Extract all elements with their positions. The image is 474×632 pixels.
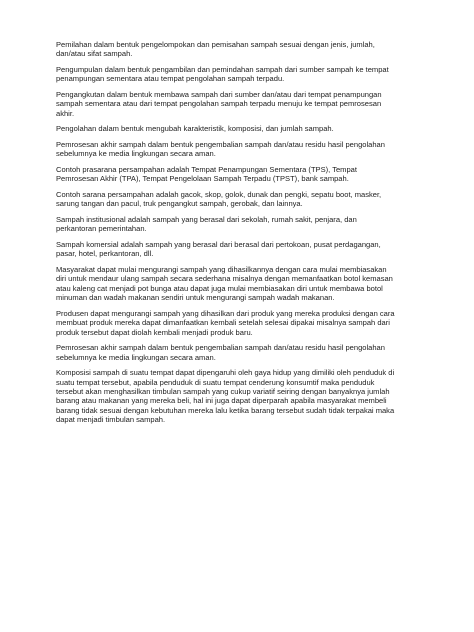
paragraph-pemrosesan-akhir: Pemrosesan akhir sampah dalam bentuk pengembalian sampah dan/atau residu hasil pengolahan sebelumnya ke media lingkungan secara aman. xyxy=(56,140,385,159)
paragraph-contoh-prasarana: Contoh prasarana persampahan adalah Tempat Penampungan Sementara (TPS), Tempat Pemrosesan Akhir (TPA), Tempat Pengelolaan Sampah Terpadu (TPST), bank sampah. xyxy=(56,165,357,184)
paragraph-pemrosesan-akhir-2: Pemrosesan akhir sampah dalam bentuk pengembalian sampah dan/atau residu hasil pengolahan sebelumnya ke media lingkungan secara aman. xyxy=(56,343,385,362)
paragraph-pemilahan: Pemilahan dalam bentuk pengelompokan dan pemisahan sampah sesuai dengan jenis, jumlah, dan/atau sifat sampah. xyxy=(56,40,375,59)
paragraph-contoh-sarana: Contoh sarana persampahan adalah gacok, skop, golok, dunak dan pengki, sepatu boot, masker, sarung tangan dan pacul, truk pengangkut sampah, gerobak, dan lainnya. xyxy=(56,190,382,209)
paragraph-pengangkutan: Pengangkutan dalam bentuk membawa sampah dari sumber dan/atau dari tempat penampungan sampah sementara atau dari tempat pengolahan sampah terpadu menuju ke tempat pemrosesan akhir. xyxy=(56,90,382,118)
paragraph-sampah-institusional: Sampah institusional adalah sampah yang berasal dari sekolah, rumah sakit, penjara, dan perkantoran pemerintahan. xyxy=(56,215,357,234)
document-body xyxy=(56,40,426,431)
paragraph-pengumpulan: Pengumpulan dalam bentuk pengambilan dan pemindahan sampah dari sumber sampah ke tempat penampungan sementara atau tempat pengolahan sampah terpadu. xyxy=(56,65,389,84)
paragraph-komposisi: Komposisi sampah di suatu tempat dapat dipengaruhi oleh gaya hidup yang dimiliki oleh penduduk di suatu tempat tersebut, apabila penduduk di suatu tempat cenderung konsumtif maka penduduk tersebut akan menghasilkan timbulan sampah yang cukup variatif seiring dengan banyaknya jumlah barang atau makanan yang mereka beli, hal ini juga dapat diperparah apabila masyarakat membeli barang tidak sesuai dengan kebutuhan mereka lalu ketika barang tersebut sudah tidak terpakai maka dapat menjadi timbulan sampah. xyxy=(56,368,395,425)
paragraph-produsen: Produsen dapat mengurangi sampah yang dihasilkan dari produk yang mereka produksi dengan cara membuat produk mereka dapat dimanfaatkan kembali setelah selesai dipakai misalnya sampah dari produk tersebut dapat diolah kembali menjadi produk baru. xyxy=(56,308,395,337)
paragraph-sampah-komersial: Sampah komersial adalah sampah yang berasal dari berasal dari pertokoan, pusat perdagangan, pasar, hotel, perkantoran, dll. xyxy=(56,240,381,259)
paragraph-pengolahan: Pengolahan dalam bentuk mengubah karakteristik, komposisi, dan jumlah sampah. xyxy=(56,124,334,134)
paragraph-masyarakat: Masyarakat dapat mulai mengurangi sampah yang dihasilkannya dengan cara mulai membiasakan diri untuk mendaur ulang sampah secara sederhana misalnya dengan memanfaatkan botol kemasan atau kaleng cat menjadi pot bunga atau dapat juga mulai membiasakan diri untuk membawa botol minuman dan wadah makanan sendiri untuk mengurangi sampah wadah makanan. xyxy=(56,265,393,303)
